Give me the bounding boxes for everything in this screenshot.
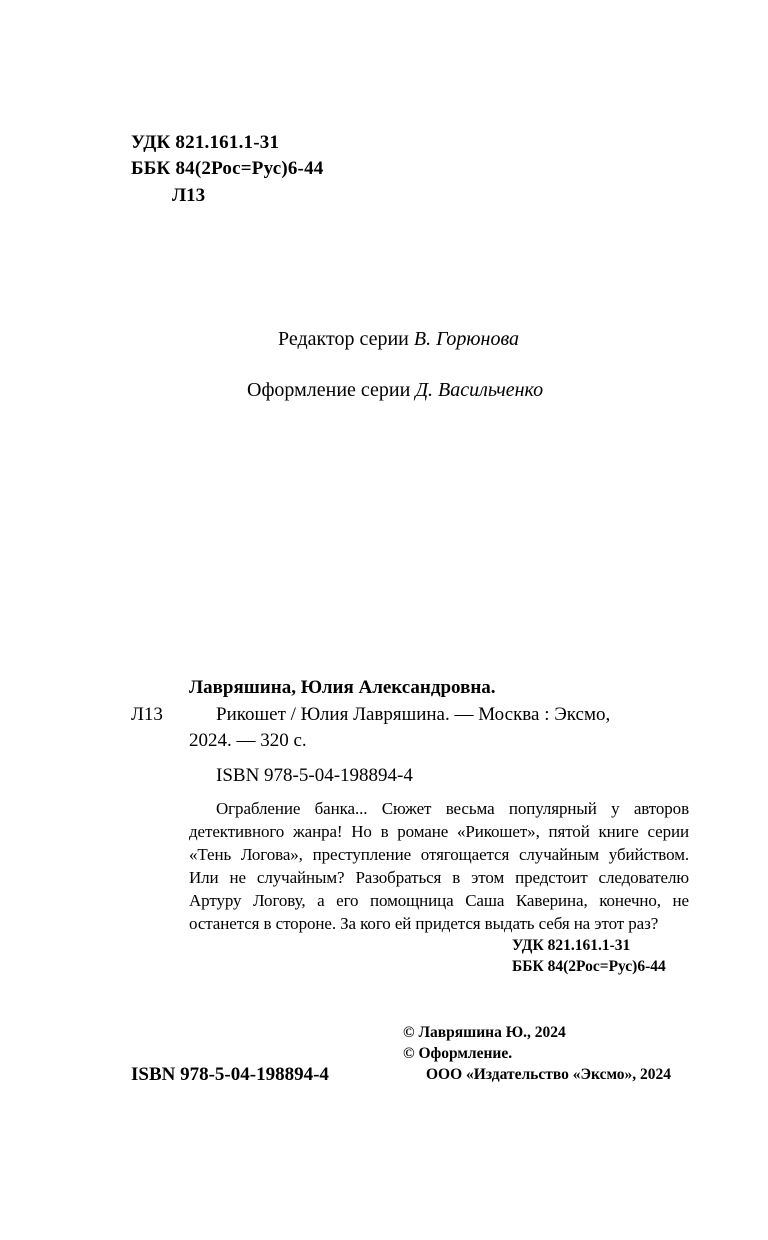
udk-code-top: УДК 821.161.1-31 (131, 132, 280, 153)
author-sign-top: Л13 (172, 185, 206, 206)
bbk-code-top: ББК 84(2Рос=Рус)6-44 (131, 158, 324, 179)
udk-code-bottom: УДК 821.161.1-31 (512, 937, 631, 954)
series-editor-credit (278, 328, 519, 351)
copyright-design: © Оформление. (403, 1045, 513, 1062)
series-editor-name: В. Горюнова (413, 328, 519, 350)
bibliographic-author: Лавряшина, Юлия Александровна. (189, 677, 496, 698)
series-design-credit (247, 379, 543, 402)
isbn-bottom: ISBN 978-5-04-198894-4 (131, 1064, 329, 1085)
series-editor-label: Редактор серии (278, 328, 409, 350)
book-annotation: Ограбление банка... Сюжет весьма популярный у авторов детективного жанра! Но в романе «Рикошет», пятой книге серии «Тень Логова», преступление отягощается случайным убийством. Или не случайным? Разобраться в этом предстоит следователю Артуру Логову, а его помощница Саша Каверина, конечно, не останется в стороне. За кого ей придется выдать себя на этот раз? (189, 799, 689, 933)
bibliographic-title-line-1: Рикошет / Юлия Лавряшина. — Москва : Эксмо, (216, 704, 611, 725)
copyright-publisher: ООО «Издательство «Эксмо», 2024 (426, 1066, 672, 1083)
series-design-name: Д. Васильченко (415, 379, 544, 401)
copyright-author: © Лавряшина Ю., 2024 (403, 1024, 566, 1041)
series-design-label: Оформление серии (247, 379, 411, 401)
bibliographic-title-line-2: 2024. — 320 с. (189, 730, 307, 751)
author-sign-bibliographic: Л13 (131, 704, 163, 725)
isbn-bibliographic: ISBN 978-5-04-198894-4 (216, 765, 413, 786)
bbk-code-bottom: ББК 84(2Рос=Рус)6-44 (512, 958, 666, 975)
